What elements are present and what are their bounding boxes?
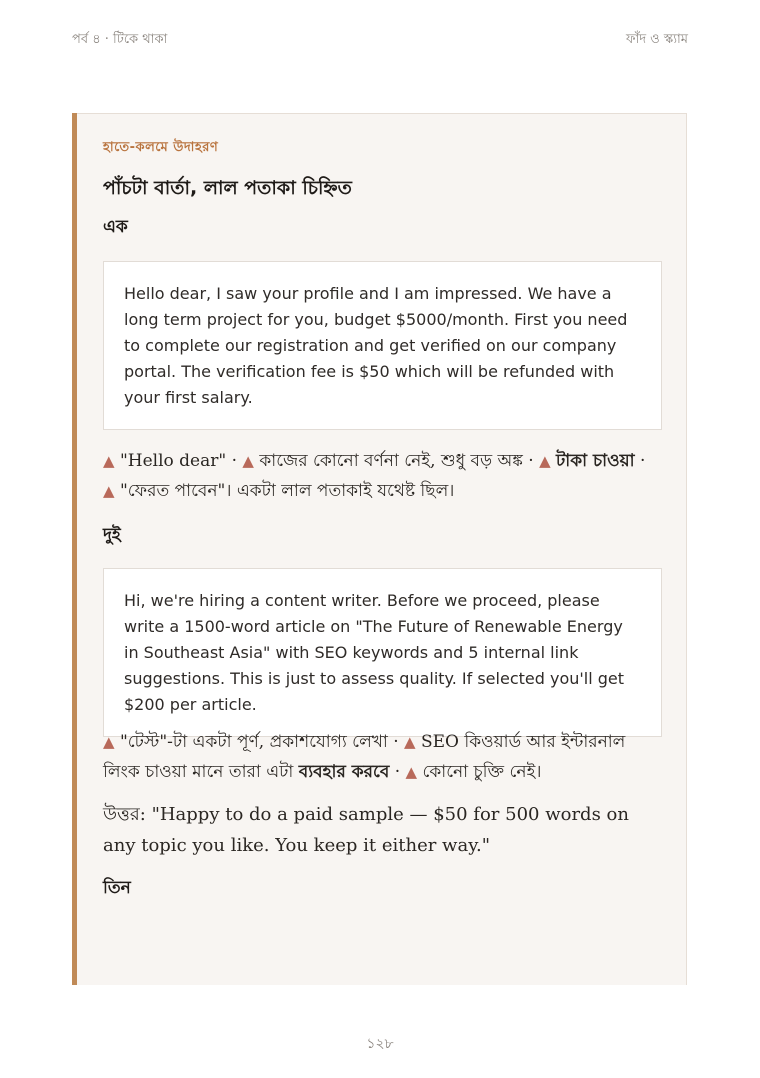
running-head-section: পর্ব ৪ · টিকে থাকা <box>72 32 168 47</box>
red-flags-1: ▲ "Hello dear" · ▲ কাজের কোনো বর্ণনা নেই, শুধু বড় অঙ্ক · ▲ টাকা চাওয়া · ▲ "ফেরত পাবেন"। একটা লাল পতাকাই যথেষ্ট ছিল। <box>103 451 646 501</box>
box-kicker: হাতে-কলমে উদাহরণ <box>103 140 219 155</box>
red-flag-icon: ▲ <box>242 452 254 470</box>
box-title: পাঁচটা বার্তা, লাল পতাকা চিহ্নিত <box>103 177 352 199</box>
red-flag-icon: ▲ <box>404 733 416 751</box>
red-flags-2: ▲ "টেস্ট"-টা একটা পূর্ণ, প্রকাশযোগ্য লেখা · ▲ SEO কিওয়ার্ড আর ইন্টারনাল লিংক চাওয়া মানে তারা এটা ব্যবহার করবে · ▲ কোনো চুক্তি নেই। <box>103 732 626 782</box>
red-flag-icon: ▲ <box>405 763 418 781</box>
running-head-chapter: ফাঁদ ও স্ক্যাম <box>625 32 688 47</box>
example-box <box>72 113 687 985</box>
red-flag-icon: ▲ <box>103 452 115 470</box>
suggested-reply: উত্তর: "Happy to do a paid sample — $50 for 500 words on any topic you like. You keep it either way." <box>103 804 629 856</box>
example-label-1: এক <box>103 217 128 237</box>
running-head <box>72 30 688 51</box>
red-flag-icon: ▲ <box>103 733 115 751</box>
example-message-2: Hi, we're hiring a content writer. Before we proceed, please write a 1500-word article on "The Future of Renewable Energy in Southeast Asia" with SEO keywords and 5 internal link suggestions. This is just to assess quality. If selected you'll get $200 per article. <box>103 568 662 737</box>
example-label-2: দুই <box>103 525 121 545</box>
red-flag-icon: ▲ <box>539 452 551 470</box>
example-label-3: তিন <box>103 878 131 898</box>
example-message-1: Hello dear, I saw your profile and I am impressed. We have a long term project for you, budget $5000/month. First you need to complete our registration and get verified on our company portal. The verification fee is $50 which will be refunded with your first salary. <box>103 261 662 430</box>
red-flag-icon: ▲ <box>103 482 115 500</box>
page-number: ১২৮ <box>366 1036 394 1052</box>
